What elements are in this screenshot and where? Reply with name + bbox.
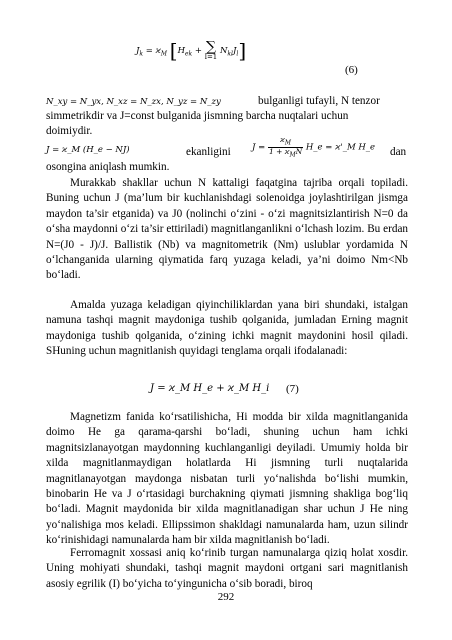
dan-word: dan xyxy=(390,146,407,158)
sum-operator: ∑ l=1 xyxy=(204,39,218,61)
equation-7: J = ϰ_M H_e + ϰ_M H_i xyxy=(150,383,270,394)
osongina-line: osongina aniqlash mumkin. xyxy=(46,161,170,173)
paragraph-1: Murakkab shakllar uchun N kattaligi faqatgina tajriba orqali topiladi. Buning uchun J (ma’lum bir kuchlanishdagi solenoidga joylashtirilgan jismga maydon ta’sir etganida) va J0 (nolinchi o‘zini - o‘zi magnitsizlantirish N=0 da o‘sha maydonni o‘zi ta’sir ettiriladi) magnitlanganlikni o‘lchash lozim. Bu erdan N=(J0 - J)/J. Ballistik (Nb) va magnitometrik (Nm) uslublar yordamida N o‘lchanganida ularning qiymatida farq yuzaga keladi, ya’ni doimo Nm<Nb bo‘ladi. xyxy=(46,177,408,282)
sym-text-line3: doimiydir. xyxy=(46,125,93,137)
paragraph-4: Ferromagnit xossasi aniq ko‘rinib turgan namunalarga qiziq holat xosdir. Uning mohiyati shundaki, tashqi magnit maydoni ortgani sari magnitlanish asosiy egrilik (I) bo‘yicha to‘yingunicha o‘sib boradi, biroq xyxy=(46,547,408,590)
j-fraction: $\frac{ϰ_M}{1 + ϰ_MN}$ xyxy=(268,135,303,158)
sym-text-line2: simmetrikdir va J=const bulganida jismning barcha nuqtalari uchun xyxy=(46,110,349,122)
sym-text-suffix: bulganligi tufayli, N tenzor xyxy=(258,95,380,107)
ekanligini-word: ekanligini xyxy=(186,146,231,158)
equation-6-number: (6) xyxy=(345,64,358,76)
equation-j-big: J = $\frac{ϰ_M}{1 + ϰ_MN}$ H_e = ϰ'_M H_e xyxy=(252,135,376,158)
equation-symmetry: N_xy = N_yx, N_xz = N_zx, N_yz = N_zy xyxy=(46,97,221,107)
equation-6: $J_k = ϰ_M$ [$H_{ek}$ + ∑ l=1 $N_{kl}J_l$] xyxy=(136,38,247,63)
equation-7-number: (7) xyxy=(286,383,299,395)
paragraph-2: Amalda yuzaga keladigan qiyinchiliklardan yana biri shundaki, istalgan namuna tashqi magnit maydoniga tushib qolganida, jumladan Erning magnit maydoniga tushib qolganida, o‘zining ichki magnit maydonini hosil qiladi. SHuning uchun magnitlanish quyidagi tenglama orqali ifodalanadi: xyxy=(46,299,408,358)
paragraph-3: Magnetizm fanida ko‘rsatilishicha, Hi modda bir xilda magnitlanganida doimo He ga qarama-qarshi bo‘ladi, shuning uchun ham ichki magnitsizlanayotgan maydonning kuchlanganligi deyiladi. Umumiy holda bir xilda magnitlanmaydigan holatlarda Hi jismning turli nuqtalarida magnitlanayotgan maydonga nisbatan turli yo‘nalishda bo‘lishi mumkin, binobarin He va J o‘rtasidagi burchakning qiymati jismning shakliga bog‘liq bo‘ladi. Magnit maydonida bir xilda magnitlanadigan shar uchun J He ning yo‘nalishiga mos keladi. Ellipssimon shakldagi namunalarda ham, uzun silindr ko‘rinishidagi namunalarda ham bir xilda magnitlanish bo‘ladi. xyxy=(46,411,408,547)
equation-j-small: J = ϰ_M (H_e − NJ) xyxy=(46,145,130,155)
eq6-lhs: J xyxy=(136,46,140,56)
page-number: 292 xyxy=(217,591,235,603)
